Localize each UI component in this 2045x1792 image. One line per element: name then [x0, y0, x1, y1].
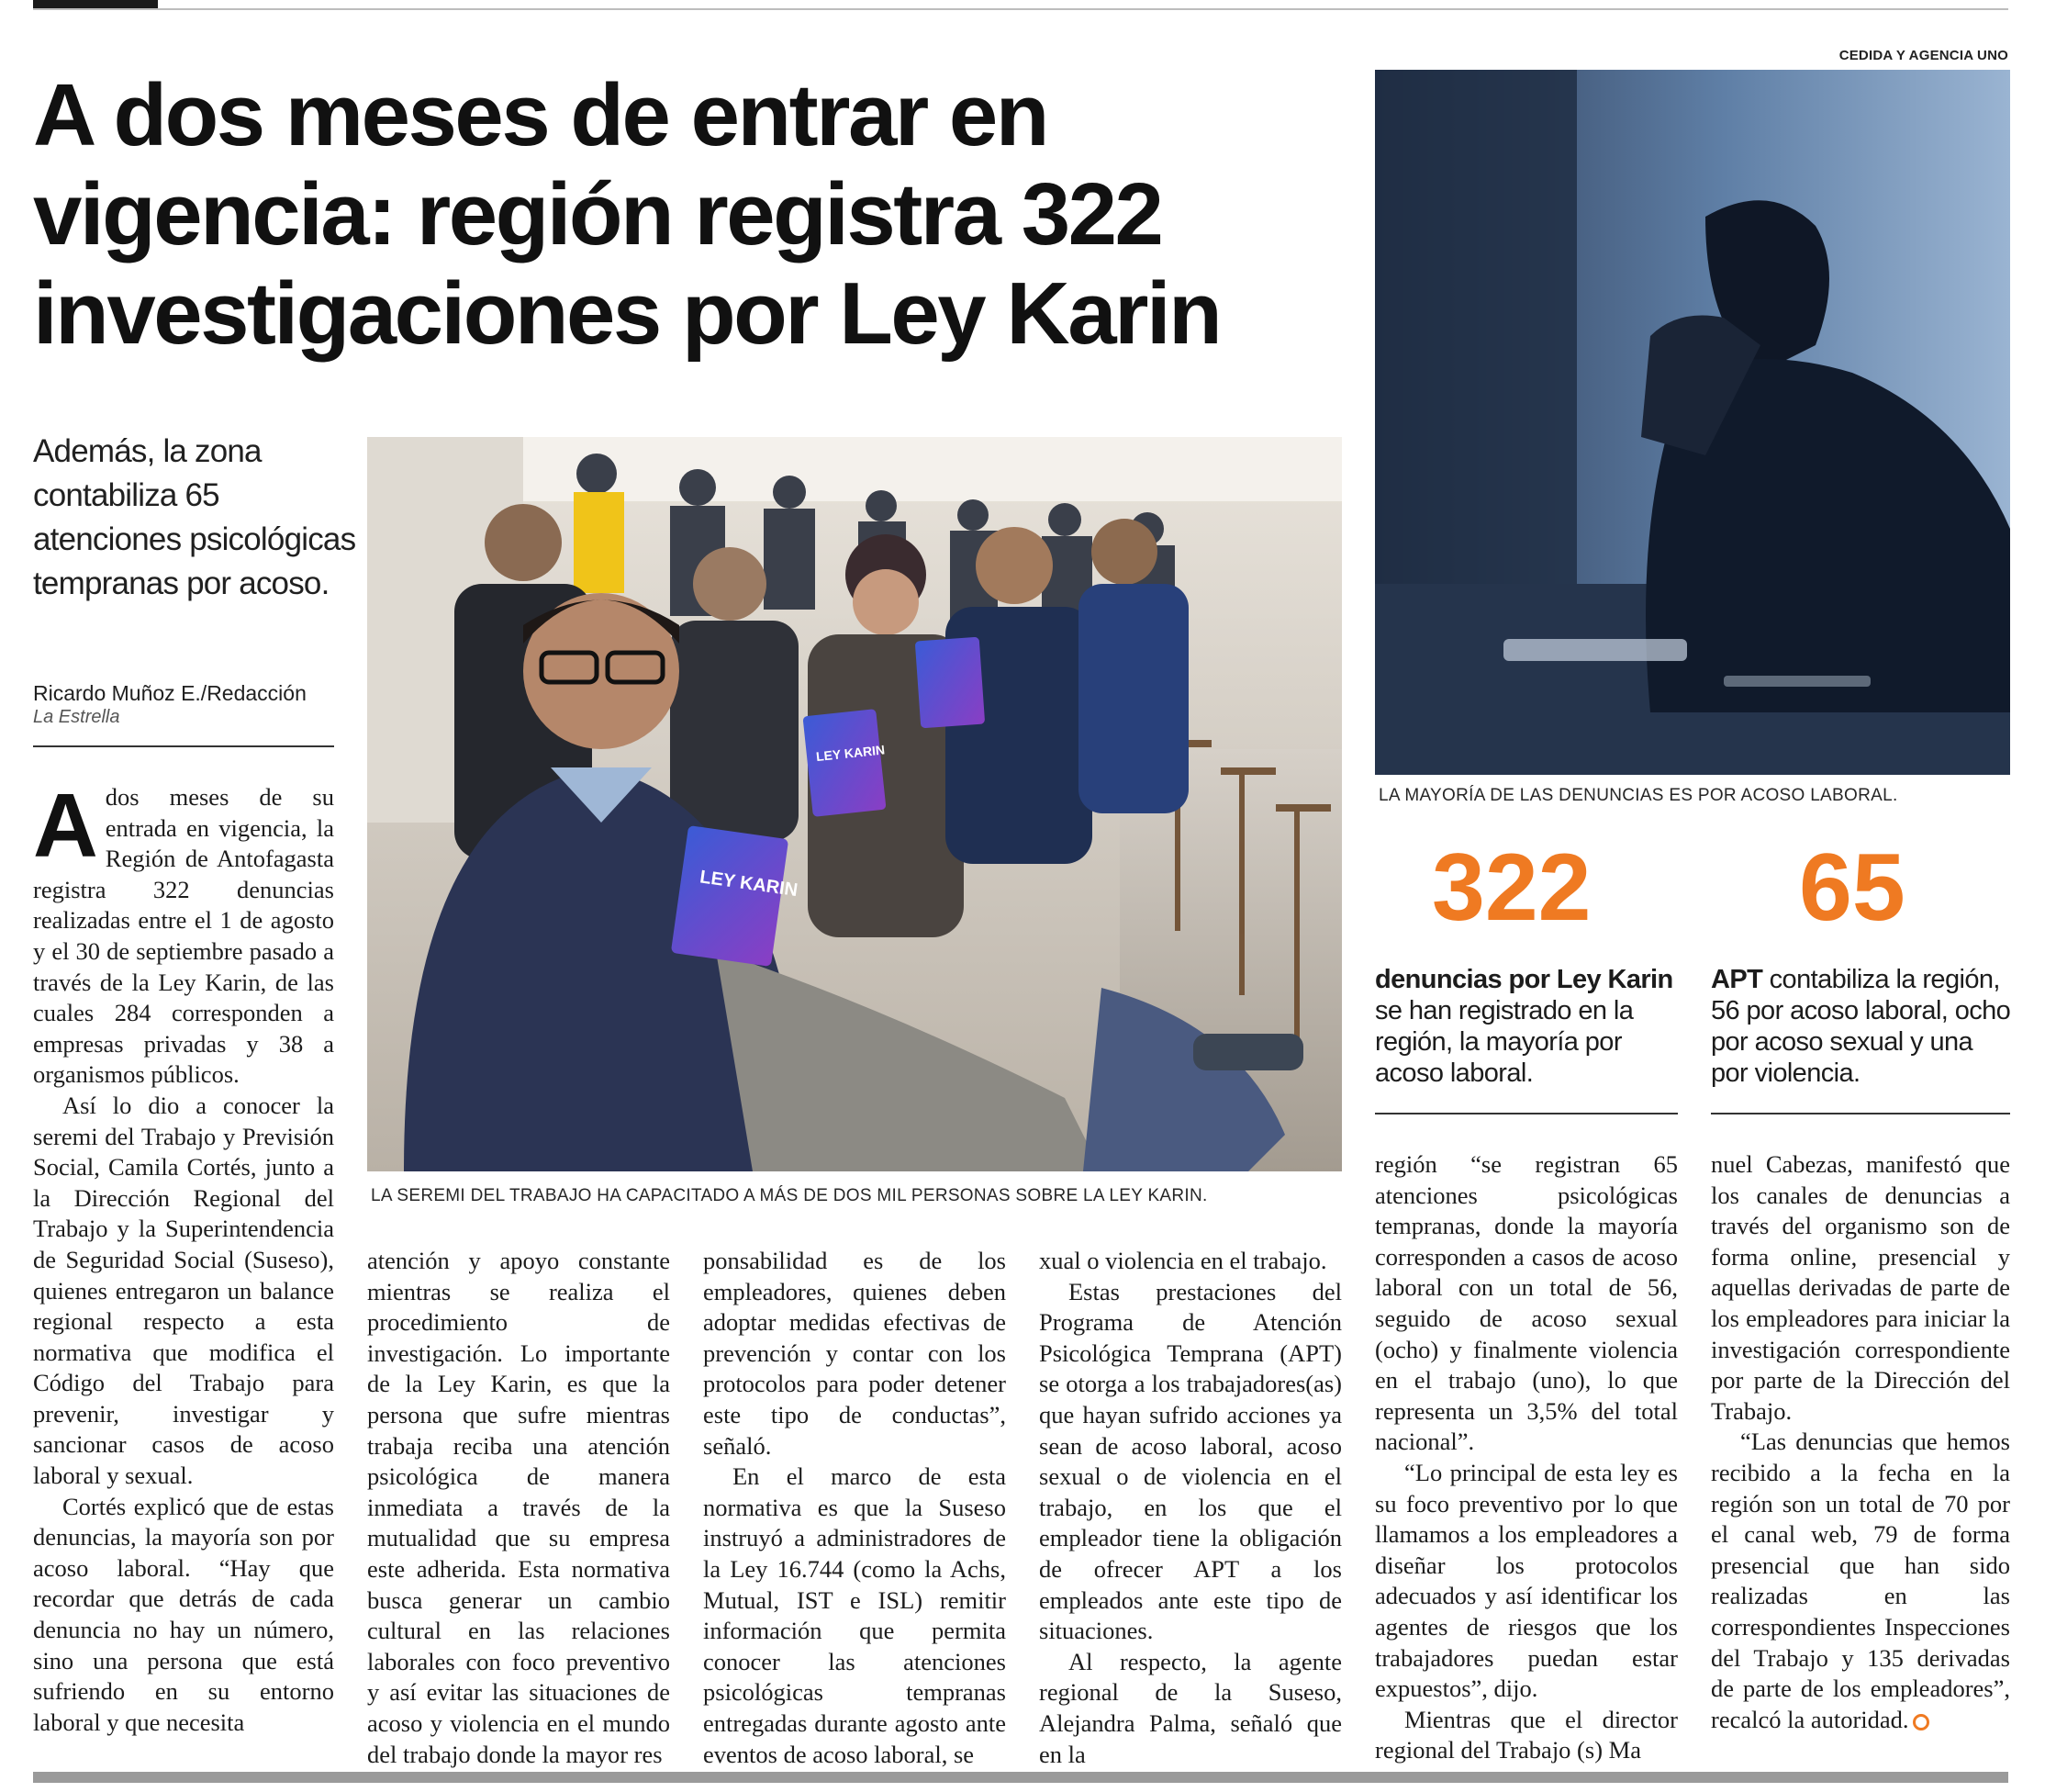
stat-desc-apt: contabiliza la región, 56 por acoso laboral, ocho por acoso sexual y una por violencia. [1711, 965, 2011, 1088]
stat-rule-right [1711, 1113, 2010, 1114]
drop-cap: A [33, 775, 98, 876]
stat-number-apt: 65 [1799, 834, 1905, 941]
top-rule [33, 8, 2008, 10]
side-photo-stressed-worker [1375, 70, 2010, 775]
main-photo-illustration [367, 437, 1342, 1171]
stat-text-denuncias [1375, 964, 1687, 1089]
body-paragraph [1711, 1427, 2010, 1735]
body-column-1 [33, 775, 334, 1738]
body-column-2 [367, 1246, 670, 1770]
byline-rule [33, 745, 334, 747]
publication-source: La Estrella [33, 707, 120, 727]
stat-rule-left [1375, 1113, 1678, 1114]
main-photo-group-with-booklets [367, 437, 1342, 1171]
booklet-label: LEY KARIN [698, 867, 799, 902]
body-paragraph: “Lo principal de esta ley es su foco preventivo por lo que llamamos a los empleadores a diseñar los protocolos adecuados y así identificar los agentes de riesgos que los trabajadores puedan estar expuestos”, dijo. [1375, 1458, 1678, 1703]
side-photo-caption: LA MAYORÍA DE LAS DENUNCIAS ES POR ACOSO LABORAL. [1379, 786, 1898, 805]
booklet-label-small: LEY KARIN [815, 742, 886, 765]
bottom-rule-bar [33, 1772, 2008, 1783]
body-paragraph: ponsabilidad es de los empleadores, quienes deben adoptar medidas efectivas de prevención y contar con los protocolos para poder detener este tipo de conductas”, señaló. [703, 1247, 1006, 1460]
body-column-4 [1039, 1246, 1342, 1770]
headline: A dos meses de entrar en vigencia: región registra 322 investigaciones por Ley Karin [33, 66, 1221, 363]
body-paragraph: nuel Cabezas, manifestó que los canales de denuncias a través del organismo son de forma online, presencial y aquellas derivadas de parte de los empleadores para iniciar la investigación correspondiente por parte de la Dirección del Trabajo. [1711, 1150, 2010, 1425]
body-paragraph: Al respecto, la agente regional de la Suseso, Alejandra Palma, señaló que en la [1039, 1647, 1342, 1768]
end-of-article-icon [1913, 1714, 1929, 1730]
stat-number-denuncias: 322 [1432, 834, 1592, 941]
body-text: dos meses de su entrada en vigencia, la Región de Antofagasta registra 322 denuncias realizadas entre el 1 de agosto y el 30 de septiembre pasado a través de la Ley Karin, de las cuales 284 corresponden a empresas privadas y 38 a organismos públicos. [33, 783, 334, 1089]
stat-bold-denuncias: denuncias por Ley Karin [1375, 965, 1673, 994]
side-photo-illustration [1375, 70, 2010, 775]
body-column-6 [1711, 1149, 2010, 1735]
body-column-3 [703, 1246, 1006, 1770]
body-text: “Las denuncias que hemos recibido a la fecha en la región son un total de 70 por el canal web, 79 de forma presencial que han sido realizadas en las correspondientes Inspecciones del Trabajo y 135 derivadas de parte de los empleadores”, recalcó la autoridad. [1711, 1428, 2010, 1733]
body-paragraph: Así lo dio a conocer la seremi del Trabajo y Previsión Social, Camila Cortés, junto a la Dirección Regional del Trabajo y la Superintendencia de Seguridad Social (Suseso), quienes entregaron un balance regional respecto a esta normativa que modifica el Código del Trabajo para prevenir, investigar y sancionar casos de acoso laboral y sexual. [33, 1091, 334, 1490]
body-paragraph: Estas prestaciones del Programa de Atención Psicológica Temprana (APT) se otorga a los trabajadores(as) que hayan sufrido acciones ya sean de acoso laboral, acoso sexual o de violencia en el trabajo, en los que el empleador tiene la obligación de ofrecer APT a los empleados ante este tipo de situaciones. [1039, 1277, 1342, 1645]
body-paragraph: Cortés explicó que de estas denuncias, la mayoría son por acoso laboral. “Hay que recordar que detrás de cada denuncia no hay un número, sino una persona que está sufriendo en su entorno laboral y que necesita [33, 1492, 334, 1736]
deck-subheadline: Además, la zona contabiliza 65 atenciones psicológicas tempranas por acoso. [33, 433, 356, 601]
stat-text-apt [1711, 964, 2014, 1089]
body-paragraph [33, 775, 334, 1091]
stat-desc-denuncias: se han registrado en la región, la mayoría por acoso laboral. [1375, 996, 1634, 1088]
photo-credit: CEDIDA Y AGENCIA UNO [1838, 48, 2008, 63]
body-paragraph: xual o violencia en el trabajo. [1039, 1247, 1327, 1274]
body-paragraph: Mientras que el director regional del Trabajo (s) Ma [1375, 1705, 1678, 1764]
stat-bold-apt: APT [1711, 965, 1763, 994]
body-paragraph: atención y apoyo constante mientras se realiza el procedimiento de investigación. Lo importante de la Ley Karin, es que la persona que sufre mientras trabaja reciba una atención psicológica de manera inmediata a través de la mutualidad que su empresa este adherida. Esta normativa busca generar un cambio cultural en las relaciones laborales con foco preventivo y así evitar las situaciones de acoso y violencia en el mundo del trabajo donde la mayor res [367, 1247, 670, 1768]
main-photo-caption: LA SEREMI DEL TRABAJO HA CAPACITADO A MÁS DE DOS MIL PERSONAS SOBRE LA LEY KARIN. [371, 1186, 1208, 1205]
body-paragraph: En el marco de esta normativa es que la Suseso instruyó a administradores de la Ley 16.744 (como la Achs, Mutual, IST e ISL) remitir información que permita conocer las atenciones psicológicas tempranas entregadas durante agosto ante eventos de acoso laboral, se [703, 1462, 1006, 1768]
byline: Ricardo Muñoz E./Redacción [33, 681, 307, 705]
body-column-5 [1375, 1149, 1678, 1766]
body-paragraph: región “se registran 65 atenciones psicológicas tempranas, donde la mayoría corresponden a casos de acoso laboral con un total de 56, seguido de acoso sexual (ocho) y finalmente violencia en el trabajo (uno), lo que representa un 3,5% del total nacional”. [1375, 1150, 1678, 1456]
